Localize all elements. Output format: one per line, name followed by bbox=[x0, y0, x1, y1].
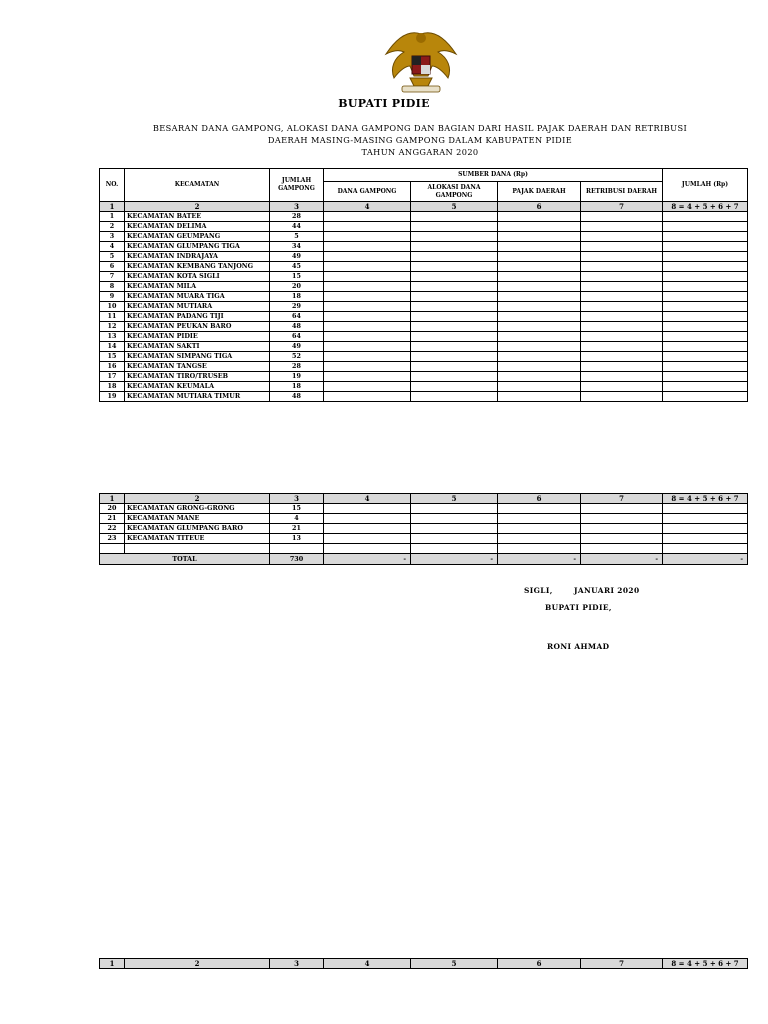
row-no: 8 bbox=[100, 282, 125, 292]
total-row bbox=[100, 554, 748, 565]
row-amount-cell bbox=[581, 372, 663, 382]
col-num: 5 bbox=[411, 202, 498, 212]
row-amount-cell bbox=[498, 242, 581, 252]
row-jumlah-gampong: 15 bbox=[270, 504, 324, 514]
row-amount-cell bbox=[324, 534, 411, 544]
row-amount-cell bbox=[498, 362, 581, 372]
col-num: 4 bbox=[324, 494, 411, 504]
row-amount-cell bbox=[663, 222, 748, 232]
row-no: 14 bbox=[100, 342, 125, 352]
signature-date: JANUARI 2020 bbox=[574, 586, 640, 595]
row-amount-cell bbox=[581, 332, 663, 342]
row-amount-cell bbox=[663, 392, 748, 402]
table-row bbox=[100, 514, 748, 524]
row-kecamatan: KECAMATAN MANE bbox=[125, 514, 270, 524]
col-num: 6 bbox=[498, 202, 581, 212]
row-amount-cell bbox=[324, 382, 411, 392]
header-sumber-dana: SUMBER DANA (Rp) bbox=[324, 169, 663, 182]
row-amount-cell bbox=[498, 332, 581, 342]
row-jumlah-gampong: 34 bbox=[270, 242, 324, 252]
row-amount-cell bbox=[663, 262, 748, 272]
row-amount-cell bbox=[324, 212, 411, 222]
row-amount-cell bbox=[411, 262, 498, 272]
signature-office: BUPATI PIDIE, bbox=[545, 603, 612, 612]
row-jumlah-gampong: 52 bbox=[270, 352, 324, 362]
row-amount-cell bbox=[324, 322, 411, 332]
row-jumlah-gampong bbox=[270, 544, 324, 554]
row-kecamatan: KECAMATAN INDRAJAYA bbox=[125, 252, 270, 262]
row-amount-cell bbox=[581, 342, 663, 352]
row-amount-cell bbox=[663, 514, 748, 524]
row-amount-cell bbox=[411, 392, 498, 402]
row-amount-cell bbox=[411, 382, 498, 392]
row-amount-cell bbox=[581, 524, 663, 534]
row-amount-cell bbox=[498, 534, 581, 544]
col-num: 6 bbox=[498, 959, 581, 969]
row-amount-cell bbox=[498, 272, 581, 282]
row-no: 20 bbox=[100, 504, 125, 514]
row-amount-cell bbox=[498, 222, 581, 232]
row-amount-cell bbox=[663, 212, 748, 222]
row-amount-cell bbox=[498, 352, 581, 362]
row-jumlah-gampong: 18 bbox=[270, 292, 324, 302]
table-row bbox=[100, 322, 748, 332]
row-amount-cell bbox=[324, 302, 411, 312]
total-dana-gampong: - bbox=[324, 554, 411, 565]
total-alokasi-dana: - bbox=[411, 554, 498, 565]
row-kecamatan: KECAMATAN BATEE bbox=[125, 212, 270, 222]
row-amount-cell bbox=[411, 372, 498, 382]
row-kecamatan: KECAMATAN KOTA SIGLI bbox=[125, 272, 270, 282]
row-no: 16 bbox=[100, 362, 125, 372]
row-no: 4 bbox=[100, 242, 125, 252]
row-amount-cell bbox=[411, 222, 498, 232]
row-amount-cell bbox=[324, 362, 411, 372]
row-kecamatan: KECAMATAN GLUMPANG TIGA bbox=[125, 242, 270, 252]
row-amount-cell bbox=[411, 514, 498, 524]
col-num: 3 bbox=[270, 494, 324, 504]
row-no: 17 bbox=[100, 372, 125, 382]
row-amount-cell bbox=[581, 312, 663, 322]
row-amount-cell bbox=[663, 282, 748, 292]
col-num: 1 bbox=[100, 494, 125, 504]
row-amount-cell bbox=[663, 272, 748, 282]
row-amount-cell bbox=[411, 362, 498, 372]
header-pajak-daerah: PAJAK DAERAH bbox=[498, 182, 581, 202]
header-jumlah-rp: JUMLAH (Rp) bbox=[663, 169, 748, 202]
row-amount-cell bbox=[324, 242, 411, 252]
row-amount-cell bbox=[581, 382, 663, 392]
row-amount-cell bbox=[663, 524, 748, 534]
row-jumlah-gampong: 64 bbox=[270, 312, 324, 322]
row-amount-cell bbox=[581, 272, 663, 282]
table-row bbox=[100, 252, 748, 262]
table-row bbox=[100, 312, 748, 322]
row-no: 7 bbox=[100, 272, 125, 282]
row-amount-cell bbox=[498, 292, 581, 302]
row-amount-cell bbox=[324, 222, 411, 232]
row-jumlah-gampong: 28 bbox=[270, 362, 324, 372]
col-num: 7 bbox=[581, 202, 663, 212]
row-amount-cell bbox=[411, 544, 498, 554]
row-amount-cell bbox=[581, 212, 663, 222]
row-amount-cell bbox=[663, 252, 748, 262]
row-amount-cell bbox=[663, 342, 748, 352]
table-row bbox=[100, 372, 748, 382]
row-jumlah-gampong: 44 bbox=[270, 222, 324, 232]
row-amount-cell bbox=[324, 392, 411, 402]
row-kecamatan: KECAMATAN MUTIARA TIMUR bbox=[125, 392, 270, 402]
row-kecamatan: KECAMATAN MILA bbox=[125, 282, 270, 292]
row-jumlah-gampong: 45 bbox=[270, 262, 324, 272]
row-amount-cell bbox=[324, 292, 411, 302]
row-amount-cell bbox=[498, 504, 581, 514]
row-amount-cell bbox=[411, 232, 498, 242]
row-kecamatan: KECAMATAN TANGSE bbox=[125, 362, 270, 372]
col-num: 2 bbox=[125, 202, 270, 212]
row-amount-cell bbox=[581, 222, 663, 232]
row-no: 1 bbox=[100, 212, 125, 222]
allocation-table-part-2 bbox=[99, 493, 748, 565]
table-row bbox=[100, 222, 748, 232]
row-jumlah-gampong: 64 bbox=[270, 332, 324, 342]
row-amount-cell bbox=[411, 342, 498, 352]
allocation-table-part-1 bbox=[99, 168, 748, 402]
row-amount-cell bbox=[411, 302, 498, 312]
row-kecamatan: KECAMATAN TITEUE bbox=[125, 534, 270, 544]
header-dana-gampong: DANA GAMPONG bbox=[324, 182, 411, 202]
row-no: 22 bbox=[100, 524, 125, 534]
signature-name: RONI AHMAD bbox=[547, 642, 610, 651]
col-num: 8 = 4 + 5 + 6 + 7 bbox=[663, 494, 748, 504]
row-jumlah-gampong: 13 bbox=[270, 534, 324, 544]
col-num: 2 bbox=[125, 959, 270, 969]
row-no: 6 bbox=[100, 262, 125, 272]
row-amount-cell bbox=[663, 352, 748, 362]
table-row bbox=[100, 262, 748, 272]
row-jumlah-gampong: 19 bbox=[270, 372, 324, 382]
garuda-emblem-icon bbox=[380, 28, 462, 96]
row-jumlah-gampong: 48 bbox=[270, 322, 324, 332]
row-amount-cell bbox=[498, 544, 581, 554]
row-amount-cell bbox=[324, 524, 411, 534]
table-row bbox=[100, 504, 748, 514]
row-amount-cell bbox=[663, 544, 748, 554]
table-row bbox=[100, 352, 748, 362]
row-no: 12 bbox=[100, 322, 125, 332]
table-row bbox=[100, 524, 748, 534]
row-amount-cell bbox=[324, 232, 411, 242]
row-jumlah-gampong: 5 bbox=[270, 232, 324, 242]
row-amount-cell bbox=[581, 282, 663, 292]
row-amount-cell bbox=[498, 322, 581, 332]
row-jumlah-gampong: 48 bbox=[270, 392, 324, 402]
header-jumlah-gampong: JUMLAH GAMPONG bbox=[270, 169, 324, 202]
col-num: 3 bbox=[270, 202, 324, 212]
row-no: 19 bbox=[100, 392, 125, 402]
row-amount-cell bbox=[324, 342, 411, 352]
row-kecamatan: KECAMATAN GRONG-GRONG bbox=[125, 504, 270, 514]
table-row bbox=[100, 232, 748, 242]
row-amount-cell bbox=[498, 232, 581, 242]
row-amount-cell bbox=[663, 242, 748, 252]
row-no bbox=[100, 544, 125, 554]
col-num: 2 bbox=[125, 494, 270, 504]
row-kecamatan: KECAMATAN SAKTI bbox=[125, 342, 270, 352]
row-no: 18 bbox=[100, 382, 125, 392]
row-amount-cell bbox=[498, 514, 581, 524]
row-amount-cell bbox=[411, 292, 498, 302]
col-num: 5 bbox=[411, 494, 498, 504]
col-num: 4 bbox=[324, 959, 411, 969]
row-amount-cell bbox=[581, 232, 663, 242]
row-kecamatan: KECAMATAN KEUMALA bbox=[125, 382, 270, 392]
table-row bbox=[100, 302, 748, 312]
row-no: 2 bbox=[100, 222, 125, 232]
table-row bbox=[100, 332, 748, 342]
row-amount-cell bbox=[663, 292, 748, 302]
row-amount-cell bbox=[411, 534, 498, 544]
row-kecamatan: KECAMATAN KEMBANG TANJONG bbox=[125, 262, 270, 272]
row-kecamatan: KECAMATAN GEUMPANG bbox=[125, 232, 270, 242]
row-amount-cell bbox=[581, 362, 663, 372]
row-amount-cell bbox=[581, 534, 663, 544]
row-amount-cell bbox=[411, 212, 498, 222]
row-amount-cell bbox=[411, 322, 498, 332]
row-kecamatan: KECAMATAN MUTIARA bbox=[125, 302, 270, 312]
header-no: NO. bbox=[100, 169, 125, 202]
row-no: 11 bbox=[100, 312, 125, 322]
row-amount-cell bbox=[581, 252, 663, 262]
row-amount-cell bbox=[581, 544, 663, 554]
table-row bbox=[100, 382, 748, 392]
row-amount-cell bbox=[498, 524, 581, 534]
row-no: 15 bbox=[100, 352, 125, 362]
row-kecamatan: KECAMATAN GLUMPANG BARO bbox=[125, 524, 270, 534]
subtitle-line-1: BESARAN DANA GAMPONG, ALOKASI DANA GAMPONG DAN BAGIAN DARI HASIL PAJAK DAERAH DAN RETRIBUSI bbox=[152, 123, 688, 133]
col-num: 4 bbox=[324, 202, 411, 212]
row-jumlah-gampong: 49 bbox=[270, 342, 324, 352]
row-no: 5 bbox=[100, 252, 125, 262]
row-amount-cell bbox=[324, 544, 411, 554]
total-label: TOTAL bbox=[100, 554, 270, 565]
row-amount-cell bbox=[581, 292, 663, 302]
total-jumlah-gampong: 730 bbox=[270, 554, 324, 565]
row-amount-cell bbox=[663, 332, 748, 342]
row-amount-cell bbox=[411, 524, 498, 534]
row-no: 9 bbox=[100, 292, 125, 302]
total-pajak-daerah: - bbox=[498, 554, 581, 565]
header-retribusi: RETRIBUSI DAERAH bbox=[581, 182, 663, 202]
row-no: 23 bbox=[100, 534, 125, 544]
row-amount-cell bbox=[324, 252, 411, 262]
row-amount-cell bbox=[581, 322, 663, 332]
row-jumlah-gampong: 28 bbox=[270, 212, 324, 222]
row-kecamatan: KECAMATAN MUARA TIGA bbox=[125, 292, 270, 302]
row-amount-cell bbox=[324, 514, 411, 524]
row-amount-cell bbox=[498, 282, 581, 292]
row-amount-cell bbox=[581, 352, 663, 362]
row-amount-cell bbox=[498, 262, 581, 272]
row-amount-cell bbox=[498, 372, 581, 382]
row-amount-cell bbox=[663, 312, 748, 322]
row-amount-cell bbox=[663, 302, 748, 312]
document-subtitle bbox=[130, 122, 710, 158]
col-num: 7 bbox=[581, 959, 663, 969]
row-amount-cell bbox=[663, 232, 748, 242]
row-kecamatan: KECAMATAN PIDIE bbox=[125, 332, 270, 342]
col-num: 7 bbox=[581, 494, 663, 504]
allocation-table-part-3 bbox=[99, 958, 748, 969]
table-row bbox=[100, 282, 748, 292]
row-amount-cell bbox=[324, 352, 411, 362]
row-no: 10 bbox=[100, 302, 125, 312]
total-retribusi: - bbox=[581, 554, 663, 565]
table-row bbox=[100, 392, 748, 402]
row-amount-cell bbox=[324, 282, 411, 292]
row-jumlah-gampong: 15 bbox=[270, 272, 324, 282]
row-amount-cell bbox=[498, 302, 581, 312]
row-amount-cell bbox=[498, 342, 581, 352]
row-amount-cell bbox=[663, 362, 748, 372]
row-amount-cell bbox=[581, 392, 663, 402]
row-kecamatan: KECAMATAN PADANG TIJI bbox=[125, 312, 270, 322]
row-amount-cell bbox=[411, 332, 498, 342]
table-row bbox=[100, 544, 748, 554]
row-amount-cell bbox=[581, 514, 663, 524]
row-amount-cell bbox=[663, 504, 748, 514]
row-kecamatan: KECAMATAN PEUKAN BARO bbox=[125, 322, 270, 332]
table-row bbox=[100, 292, 748, 302]
row-amount-cell bbox=[663, 322, 748, 332]
row-amount-cell bbox=[324, 332, 411, 342]
table-row bbox=[100, 242, 748, 252]
col-num: 8 = 4 + 5 + 6 + 7 bbox=[663, 959, 748, 969]
row-amount-cell bbox=[411, 272, 498, 282]
row-amount-cell bbox=[581, 242, 663, 252]
row-amount-cell bbox=[498, 312, 581, 322]
table-row bbox=[100, 272, 748, 282]
signature-place: SIGLI, bbox=[524, 586, 553, 595]
row-amount-cell bbox=[411, 252, 498, 262]
row-amount-cell bbox=[498, 382, 581, 392]
row-amount-cell bbox=[498, 212, 581, 222]
row-jumlah-gampong: 20 bbox=[270, 282, 324, 292]
row-amount-cell bbox=[663, 372, 748, 382]
row-amount-cell bbox=[581, 262, 663, 272]
col-num: 1 bbox=[100, 959, 125, 969]
row-kecamatan: KECAMATAN DELIMA bbox=[125, 222, 270, 232]
col-num: 1 bbox=[100, 202, 125, 212]
row-no: 13 bbox=[100, 332, 125, 342]
row-amount-cell bbox=[411, 242, 498, 252]
header-kecamatan: KECAMATAN bbox=[125, 169, 270, 202]
row-no: 3 bbox=[100, 232, 125, 242]
row-amount-cell bbox=[663, 534, 748, 544]
row-amount-cell bbox=[324, 372, 411, 382]
row-amount-cell bbox=[663, 382, 748, 392]
row-amount-cell bbox=[324, 504, 411, 514]
col-num: 3 bbox=[270, 959, 324, 969]
table-row bbox=[100, 342, 748, 352]
column-number-row bbox=[100, 202, 748, 212]
row-jumlah-gampong: 21 bbox=[270, 524, 324, 534]
subtitle-line-3: TAHUN ANGGARAN 2020 bbox=[361, 147, 479, 157]
column-number-row bbox=[100, 959, 748, 969]
row-jumlah-gampong: 49 bbox=[270, 252, 324, 262]
table-row bbox=[100, 362, 748, 372]
column-number-row bbox=[100, 494, 748, 504]
row-amount-cell bbox=[324, 312, 411, 322]
row-jumlah-gampong: 29 bbox=[270, 302, 324, 312]
col-num: 5 bbox=[411, 959, 498, 969]
page-title: BUPATI PIDIE bbox=[338, 97, 430, 110]
row-amount-cell bbox=[498, 392, 581, 402]
row-kecamatan bbox=[125, 544, 270, 554]
row-kecamatan: KECAMATAN TIRO/TRUSEB bbox=[125, 372, 270, 382]
table-row bbox=[100, 534, 748, 544]
row-kecamatan: KECAMATAN SIMPANG TIGA bbox=[125, 352, 270, 362]
row-amount-cell bbox=[411, 312, 498, 322]
row-amount-cell bbox=[411, 282, 498, 292]
col-num: 6 bbox=[498, 494, 581, 504]
row-amount-cell bbox=[411, 352, 498, 362]
table-row bbox=[100, 212, 748, 222]
header-alokasi-dana: ALOKASI DANA GAMPONG bbox=[411, 182, 498, 202]
subtitle-line-2: DAERAH MASING-MASING GAMPONG DALAM KABUPATEN PIDIE bbox=[267, 135, 573, 145]
row-amount-cell bbox=[498, 252, 581, 262]
row-jumlah-gampong: 4 bbox=[270, 514, 324, 524]
row-no: 21 bbox=[100, 514, 125, 524]
row-amount-cell bbox=[324, 272, 411, 282]
row-amount-cell bbox=[411, 504, 498, 514]
col-num: 8 = 4 + 5 + 6 + 7 bbox=[663, 202, 748, 212]
row-amount-cell bbox=[581, 302, 663, 312]
row-amount-cell bbox=[581, 504, 663, 514]
row-jumlah-gampong: 18 bbox=[270, 382, 324, 392]
row-amount-cell bbox=[324, 262, 411, 272]
total-jumlah: - bbox=[663, 554, 748, 565]
